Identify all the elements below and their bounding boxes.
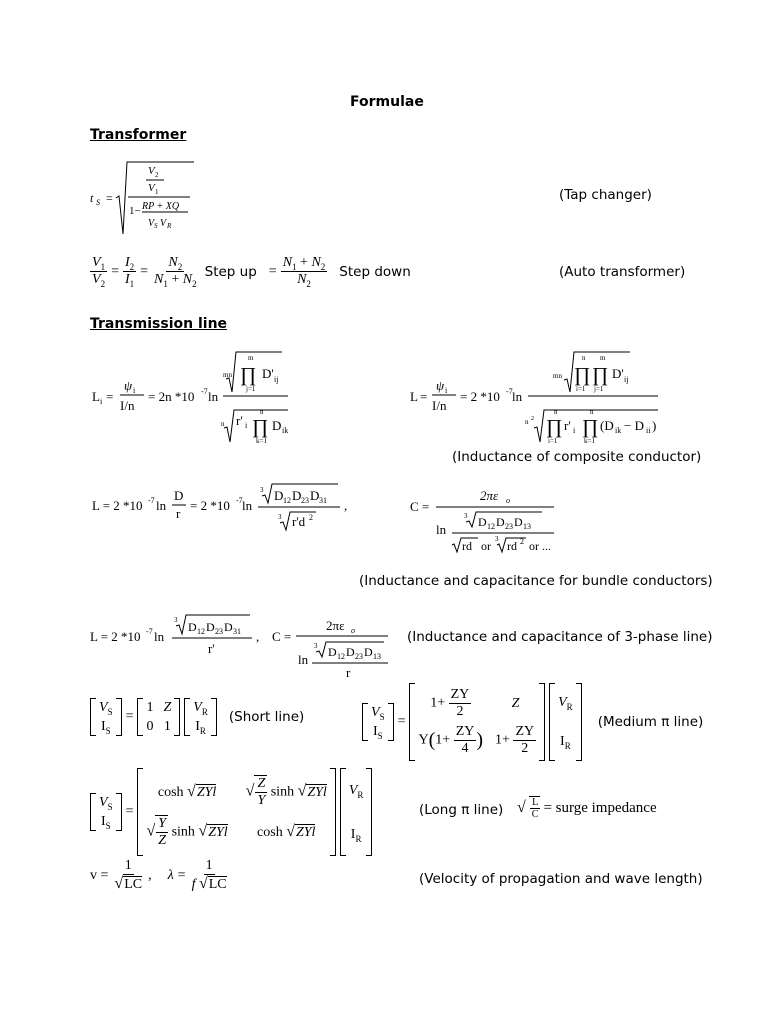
svg-text:S: S	[154, 222, 158, 230]
svg-text:= 2 *10: = 2 *10	[190, 498, 230, 513]
svg-text:n: n	[221, 420, 225, 428]
svg-text:D: D	[328, 645, 337, 659]
svg-text:D: D	[206, 620, 215, 634]
svg-text:ln: ln	[208, 389, 219, 404]
svg-text:ψ: ψ	[436, 378, 445, 393]
svg-text:n: n	[582, 354, 586, 362]
step-up-label: Step up	[204, 263, 257, 280]
svg-text:D: D	[274, 488, 284, 503]
three-phase-label: (Inductance and capacitance of 3-phase line)	[407, 629, 713, 645]
svg-text:D: D	[496, 515, 505, 529]
composite-conductor-label: (Inductance of composite conductor)	[452, 449, 702, 465]
svg-text:i: i	[573, 426, 576, 435]
svg-text:∏: ∏	[252, 416, 269, 438]
svg-text:rd: rd	[507, 539, 517, 553]
svg-text:D: D	[310, 488, 320, 503]
svg-text:13: 13	[523, 522, 531, 531]
long-line-formula: $V_S$ $I_S$ = cosh √ZYl √ $\frac{Z}{Y}$ sinh √ZYl √ $\frac{Y}{Z}$ sinh √ZYl cosh √ZYl $V_R$ $I_R$	[90, 768, 372, 856]
tap-changer-formula	[90, 160, 200, 242]
svg-text:2: 2	[309, 513, 313, 522]
svg-text:k=1: k=1	[256, 437, 267, 445]
svg-text:12: 12	[487, 522, 495, 531]
svg-text:I/n: I/n	[432, 398, 447, 413]
svg-text:i: i	[445, 386, 448, 395]
svg-text:12: 12	[283, 496, 291, 505]
svg-text:-7: -7	[201, 387, 208, 396]
svg-text:r: r	[346, 665, 351, 680]
svg-text:3: 3	[464, 512, 468, 520]
svg-text:D: D	[188, 620, 197, 634]
composite-inductance-formula-li	[90, 350, 300, 450]
svg-text:D': D'	[262, 366, 274, 381]
svg-text:j=1: j=1	[246, 385, 256, 393]
svg-text:D: D	[514, 515, 523, 529]
svg-text:-7: -7	[148, 496, 155, 505]
svg-text:o: o	[506, 496, 510, 505]
svg-text:31: 31	[233, 627, 241, 636]
svg-text:V: V	[148, 218, 155, 229]
svg-text:13: 13	[373, 652, 381, 661]
svg-text:RP + XQ: RP + XQ	[142, 201, 180, 212]
svg-text:i: i	[100, 397, 103, 406]
svg-text:): )	[652, 418, 657, 433]
short-line-formula: $V_S$ $I_S$ = 1 Z 0 1 $V_R$ $I_R$ (Short line)	[90, 698, 304, 736]
svg-text:mn: mn	[553, 372, 562, 380]
svg-text:∏: ∏	[592, 364, 609, 386]
svg-text:ik: ik	[282, 426, 289, 435]
svg-text:ln: ln	[512, 389, 523, 404]
svg-text:D: D	[174, 488, 184, 503]
svg-text:r: r	[176, 506, 181, 521]
svg-text:i=1: i=1	[576, 385, 586, 393]
svg-text:D: D	[346, 645, 355, 659]
svg-text:12: 12	[337, 652, 345, 661]
auto-transformer-formula: $\frac{V_1}{V_2}$ = $\frac{I_2}{I_1}$ = $\frac{N_2}{N_1 + N_2}$ Step up = $\frac{N_1 + N_2}{N_2}$ Step down	[92, 255, 411, 289]
svg-text:L = 2 *10: L = 2 *10	[90, 629, 141, 644]
svg-text:=: =	[106, 389, 114, 404]
svg-text:2: 2	[531, 416, 534, 422]
svg-text:ik: ik	[615, 426, 622, 435]
svg-text:I/n: I/n	[120, 398, 135, 413]
bundle-capacitance-formula	[408, 484, 568, 560]
three-phase-formula	[90, 612, 400, 686]
svg-text:∏: ∏	[240, 364, 257, 386]
svg-text:D': D'	[612, 366, 624, 381]
svg-text:k=1: k=1	[584, 437, 595, 445]
auto-transformer-label: (Auto transformer)	[559, 264, 686, 280]
svg-text:= 2 *10: = 2 *10	[460, 389, 500, 404]
svg-text:ij: ij	[274, 375, 279, 384]
svg-text:n: n	[590, 408, 594, 416]
velocity-formula: v = $\frac{1}{√LC}$ , λ = $\frac{1}{f √LC}$	[90, 858, 227, 892]
svg-text:r': r'	[208, 641, 215, 656]
svg-text:n: n	[525, 418, 529, 426]
svg-text:C =: C =	[272, 629, 292, 644]
composite-inductance-formula-l	[408, 350, 668, 450]
svg-text:2πε: 2πε	[326, 618, 345, 633]
svg-text:D: D	[292, 488, 302, 503]
svg-text:ii: ii	[646, 426, 651, 435]
svg-text:n: n	[554, 408, 558, 416]
svg-text:= 2n *10: = 2n *10	[148, 389, 195, 404]
svg-text:(D: (D	[600, 418, 614, 433]
long-line-label: (Long π line)	[419, 802, 504, 818]
medium-line-label: (Medium π line)	[597, 714, 704, 730]
svg-text:3: 3	[260, 486, 264, 494]
svg-text:ln: ln	[156, 498, 167, 513]
surge-impedance-formula: √ $\frac{L}{C}$ = surge impedance	[517, 797, 657, 820]
svg-text:i: i	[133, 386, 136, 395]
svg-text:rd: rd	[462, 539, 472, 553]
page-title: Formulae	[350, 94, 424, 110]
short-line-label: (Short line)	[228, 709, 305, 725]
svg-text:L: L	[92, 389, 100, 404]
svg-text:ln: ln	[154, 629, 165, 644]
svg-text:ψ: ψ	[124, 378, 133, 393]
bundle-inductance-formula	[90, 480, 360, 544]
svg-text:3: 3	[495, 535, 499, 543]
svg-text:ln: ln	[298, 652, 309, 667]
velocity-label: (Velocity of propagation and wave length)	[419, 871, 703, 887]
svg-text:t: t	[90, 191, 94, 205]
svg-text:or: or	[481, 539, 491, 553]
svg-text:ln: ln	[436, 522, 447, 537]
svg-text:D: D	[272, 418, 282, 433]
bundle-conductor-label: (Inductance and capacitance for bundle conductors)	[359, 573, 713, 589]
svg-text:r': r'	[564, 418, 571, 433]
svg-text:L: L	[410, 389, 418, 404]
svg-text:o: o	[351, 626, 355, 635]
svg-text:=: =	[420, 389, 428, 404]
svg-text:12: 12	[197, 627, 205, 636]
svg-text:r'd: r'd	[292, 514, 306, 529]
svg-text:m: m	[248, 354, 254, 362]
tap-changer-label: (Tap changer)	[559, 187, 652, 203]
svg-text:,: ,	[256, 629, 260, 644]
svg-text:mn: mn	[223, 371, 232, 379]
svg-text:D: D	[364, 645, 373, 659]
svg-text:i: i	[245, 421, 248, 430]
section-heading-transmission-line: Transmission line	[90, 316, 228, 332]
svg-text:2: 2	[155, 171, 159, 179]
svg-text:C =: C =	[410, 499, 430, 514]
svg-text:− D: − D	[624, 418, 644, 433]
svg-text:2πε: 2πε	[480, 488, 499, 503]
svg-text:i=1: i=1	[548, 437, 558, 445]
svg-text:ln: ln	[242, 498, 253, 513]
svg-text:or ...: or ...	[529, 539, 551, 553]
svg-text:1−: 1−	[129, 205, 141, 217]
svg-text:1: 1	[155, 188, 159, 196]
svg-text:3: 3	[314, 642, 318, 650]
svg-text:ij: ij	[624, 375, 629, 384]
svg-text:23: 23	[215, 627, 223, 636]
svg-text:3: 3	[278, 513, 282, 521]
svg-text:-7: -7	[146, 627, 153, 636]
medium-line-formula: $V_S$ $I_S$ = 1+ $\frac{ZY}{2}$ Z Y(1+ $\frac{ZY}{4}$ ) 1+ $\frac{ZY}{2}$ $V_R$ $I_R$ (Medium π line)	[362, 683, 703, 761]
svg-text:D: D	[478, 515, 487, 529]
svg-text:3: 3	[174, 616, 178, 624]
svg-text:R: R	[167, 222, 172, 230]
svg-text:V: V	[148, 182, 155, 194]
svg-text:∏: ∏	[582, 416, 599, 438]
svg-text:,: ,	[344, 498, 348, 513]
svg-text:n: n	[260, 408, 264, 416]
svg-text:23: 23	[301, 496, 309, 505]
svg-text:V: V	[148, 165, 155, 177]
svg-text:=: =	[106, 191, 113, 205]
svg-text:31: 31	[319, 496, 327, 505]
svg-text:L = 2 *10: L = 2 *10	[92, 498, 143, 513]
svg-text:23: 23	[355, 652, 363, 661]
svg-text:V: V	[160, 218, 167, 229]
svg-text:23: 23	[505, 522, 513, 531]
svg-text:j=1: j=1	[594, 385, 604, 393]
svg-text:-7: -7	[506, 387, 513, 396]
surge-impedance-label: = surge impedance	[543, 799, 657, 816]
svg-text:S: S	[96, 198, 100, 207]
svg-text:r': r'	[236, 413, 243, 428]
svg-text:∏: ∏	[574, 364, 591, 386]
step-down-label: Step down	[339, 263, 411, 280]
svg-text:∏: ∏	[546, 416, 563, 438]
section-heading-transformer: Transformer	[90, 127, 187, 143]
svg-text:-7: -7	[236, 496, 243, 505]
svg-text:D: D	[224, 620, 233, 634]
svg-text:m: m	[600, 354, 606, 362]
svg-text:2: 2	[520, 537, 524, 546]
